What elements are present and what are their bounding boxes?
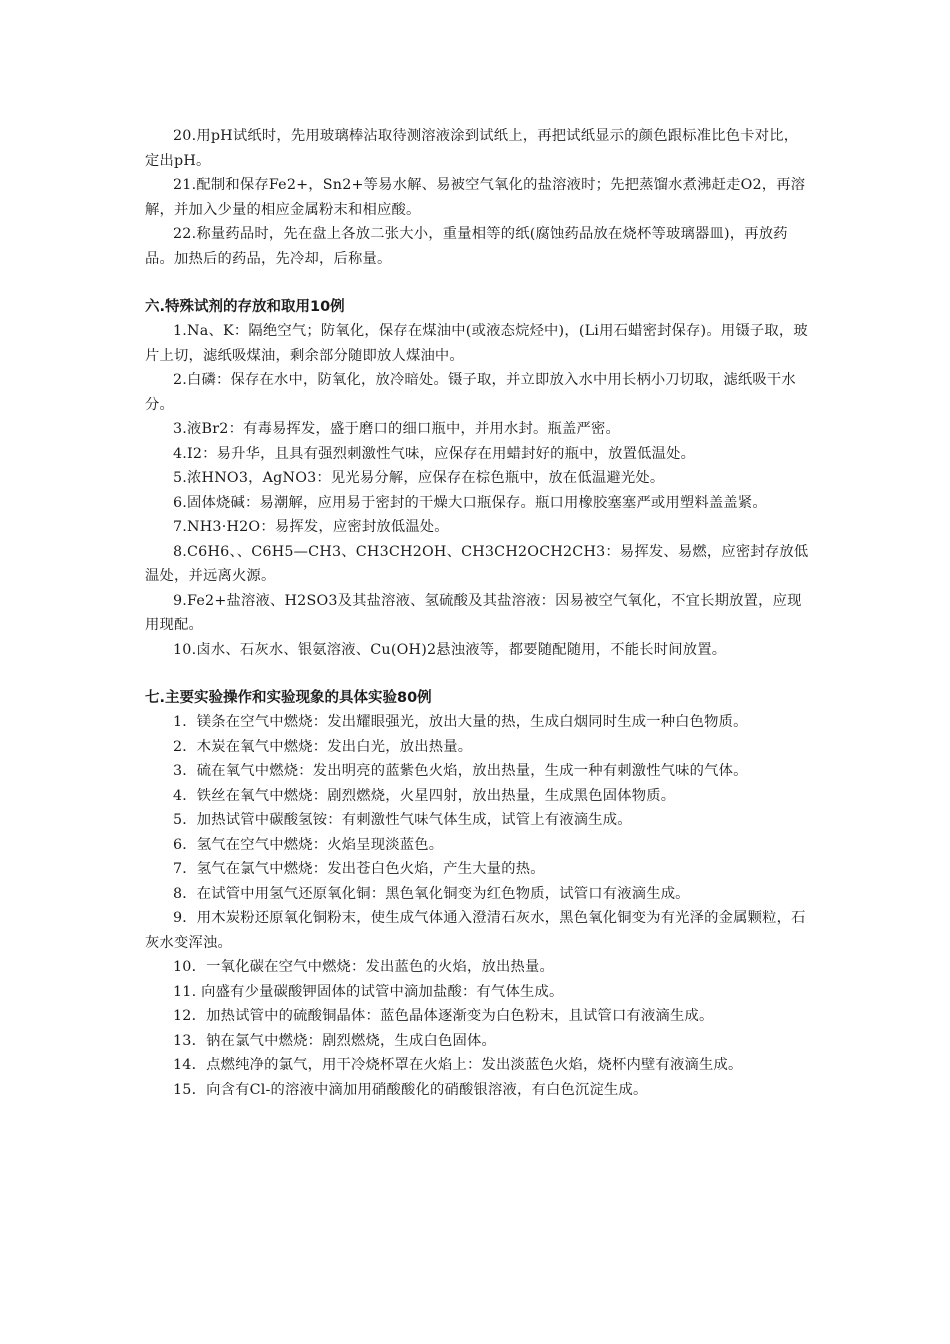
paragraph-item: 22.称量药品时，先在盘上各放二张大小，重量相等的纸(腐蚀药品放在烧杯等玻璃器皿)，再放药品。加热后的药品，先冷却，后称量。 [145,226,788,267]
list-item: 13．钠在氯气中燃烧：剧烈燃烧，生成白色固体。 [173,1032,497,1049]
list-item: 4．铁丝在氧气中燃烧：剧烈燃烧，火星四射，放出热量，生成黑色固体物质。 [173,787,676,804]
list-item: 5．加热试管中碳酸氢铵：有刺激性气味气体生成，试管上有液滴生成。 [173,812,632,828]
list-item: 6.固体烧碱：易潮解，应用易于密封的干燥大口瓶保存。瓶口用橡胶塞塞严或用塑料盖盖紧。 [173,494,767,511]
list-item: 9．用木炭粉还原氧化铜粉末，使生成气体通入澄清石灰水，黑色氧化铜变为有光泽的金属颗粒，石灰水变浑浊。 [145,910,806,951]
document-body [145,124,810,1102]
list-item: 9.Fe2+盐溶液、H2SO3及其盐溶液、氢硫酸及其盐溶液：因易被空气氧化，不宜长期放置，应现用现配。 [145,592,802,633]
section-heading-7: 七.主要实验操作和实验现象的具体实验80例 [145,690,432,706]
list-item: 14．点燃纯净的氯气，用干冷烧杯罩在火焰上：发出淡蓝色火焰，烧杯内壁有液滴生成。 [173,1057,743,1073]
section-gap [145,662,810,686]
paragraph-item: 21.配制和保存Fe2+，Sn2+等易水解、易被空气氧化的盐溶液时；先把蒸馏水煮沸赶走O2，再溶解，并加入少量的相应金属粉末和相应酸。 [145,177,806,218]
list-item: 3.液Br2：有毒易挥发，盛于磨口的细口瓶中，并用水封。瓶盖严密。 [173,421,620,437]
section-heading-6: 六.特殊试剂的存放和取用10例 [145,299,345,315]
list-item: 7.NH3·H2O：易挥发，应密封放低温处。 [173,519,449,535]
list-item: 3．硫在氧气中燃烧：发出明亮的蓝紫色火焰，放出热量，生成一种有刺激性气味的气体。 [173,763,748,779]
list-item: 8．在试管中用氢气还原氧化铜：黑色氧化铜变为红色物质，试管口有液滴生成。 [173,885,690,902]
list-item: 10.卤水、石灰水、银氨溶液、Cu(OH)2悬浊液等，都要随配随用，不能长时间放置。 [173,641,727,658]
list-item: 1．镁条在空气中燃烧：发出耀眼强光，放出大量的热，生成白烟同时生成一种白色物质。 [173,714,748,730]
list-item: 8.C6H6、、C6H5—CH3、CH3CH2OH、CH3CH2OCH2CH3：易挥发、易燃，应密封存放低温处，并远离火源。 [145,543,809,584]
list-item: 10．一氧化碳在空气中燃烧：发出蓝色的火焰，放出热量。 [173,959,555,975]
list-item: 12．加热试管中的硫酸铜晶体：蓝色晶体逐渐变为白色粉末，且试管口有液滴生成。 [173,1008,714,1024]
list-item: 4.I2：易升华，且具有强烈刺激性气味，应保存在用蜡封好的瓶中，放置低温处。 [173,445,696,462]
list-item: 5.浓HNO3，AgNO3：见光易分解，应保存在棕色瓶中，放在低温避光处。 [173,470,665,486]
list-item: 11. 向盛有少量碳酸钾固体的试管中滴加盐酸：有气体生成。 [173,983,564,1000]
list-item: 6．氢气在空气中燃烧：火焰呈现淡蓝色。 [173,836,444,853]
list-item: 2．木炭在氧气中燃烧：发出白光，放出热量。 [173,738,473,755]
list-item: 7．氢气在氯气中燃烧：发出苍白色火焰，产生大量的热。 [173,861,545,877]
list-item: 1.Na、K：隔绝空气；防氧化，保存在煤油中(或液态烷烃中)，(Li用石蜡密封保存)。用镊子取，玻片上切，滤纸吸煤油，剩余部分随即放人煤油中。 [145,323,808,364]
list-item: 2.白磷：保存在水中，防氧化，放冷暗处。镊子取，并立即放入水中用长柄小刀切取，滤纸吸干水分。 [145,372,796,413]
list-item: 15．向含有Cl-的溶液中滴加用硝酸酸化的硝酸银溶液，有白色沉淀生成。 [173,1081,648,1098]
paragraph-item: 20.用pH试纸时，先用玻璃棒沾取待测溶液涂到试纸上，再把试纸显示的颜色跟标准比色卡对比，定出pH。 [145,128,799,169]
section-gap [145,271,810,295]
